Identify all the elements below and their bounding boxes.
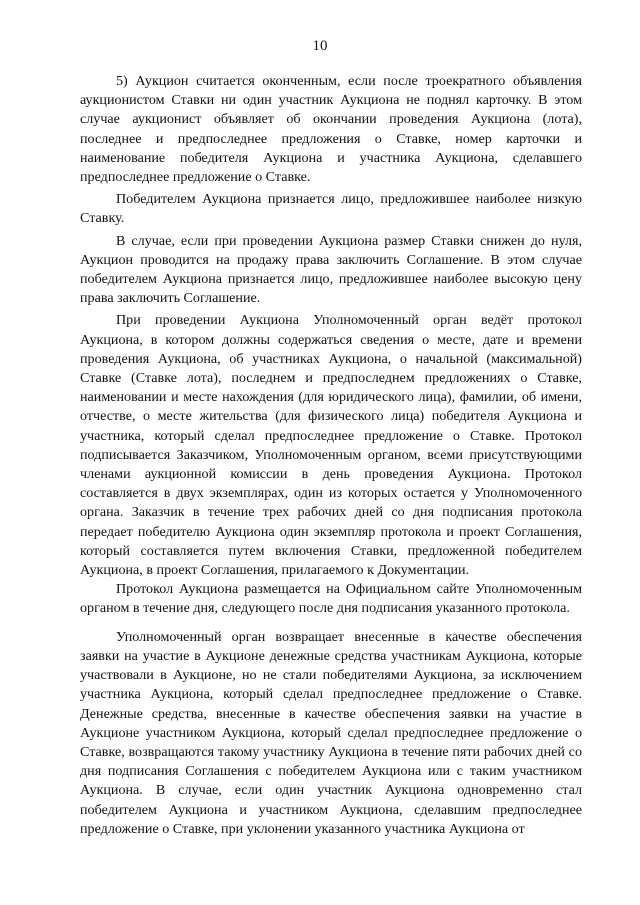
paragraph-auction-end: 5) Аукцион считается оконченным, если после троекратного объявления аукционистом Ставки ни один участник Аукциона не поднял карточку. В этом случае аукционист объявляет об окончании проведения Аукциона (лота), последнее и предпоследнее предложения о Ставке, номер карточки и наименование победителя Аукциона и участника Аукциона, сделавшего предпоследнее предложение о Ставке. [80,73,582,186]
page-number: 10 [312,38,328,54]
paragraph-winner-definition: Победителем Аукциона признается лицо, предложившее наиболее низкую Ставку. [80,191,582,227]
paragraph-protocol: При проведении Аукциона Уполномоченный орган ведёт протокол Аукциона, в котором должны содержаться сведения о месте, дате и времени проведения Аукциона, об участниках Аукциона, о начальной (максимальной) Ставке (Ставке лота), последнем и предпоследнем предложениях о Ставке, наименовании и месте нахождения (для юридического лица), фамилии, об имени, отчестве, о месте жительства (для физического лица) победителя Аукциона и участника, который сделал предпоследнее предложение о Ставке. Протокол подписывается Заказчиком, Уполномоченным органом, всеми присутствующими членами аукционной комиссии в день проведения Аукциона. Протокол составляется в двух экземплярах, один из которых остается у Уполномоченного органа. Заказчик в течение трех рабочих дней со дня подписания протокола передает победителю Аукциона один экземпляр протокола и проект Соглашения, который составляется путем включения Ставки, предложенной победителем Аукциона, в проект Соглашения, прилагаемого к Документации. [80,312,582,579]
paragraph-zero-bid: В случае, если при проведении Аукциона размер Ставки снижен до нуля, Аукцион проводится на продажу права заключить Соглашение. В этом случае победителем Аукциона признается лицо, предложившее наиболее высокую цену права заключить Соглашение. [80,232,582,307]
paragraph-deposit-return: Уполномоченный орган возвращает внесенные в качестве обеспечения заявки на участие в Аукционе денежные средства участникам Аукциона, которые участвовали в Аукционе, но не стали победителями Аукциона, за исключением участника Аукциона, который сделал предпоследнее предложение о Ставке. Денежные средства, внесенные в качестве обеспечения заявки на участие в Аукционе участником Аукциона, который сделал предпоследнее предложение о Ставке, возвращаются такому участнику Аукциона в течение пяти рабочих дней со дня подписания Соглашения с победителем Аукциона или с таким участником Аукциона. В случае, если один участник Аукциона одновременно стал победителем Аукциона и участником Аукциона, сделавшим предпоследнее предложение о Ставке, при уклонении указанного участника Аукциона от [80,628,582,837]
document-body [80,72,582,839]
paragraph-protocol-publication: Протокол Аукциона размещается на Официальном сайте Уполномоченным органом в течение дня, следующего после дня подписания указанного протокола. [80,581,582,617]
